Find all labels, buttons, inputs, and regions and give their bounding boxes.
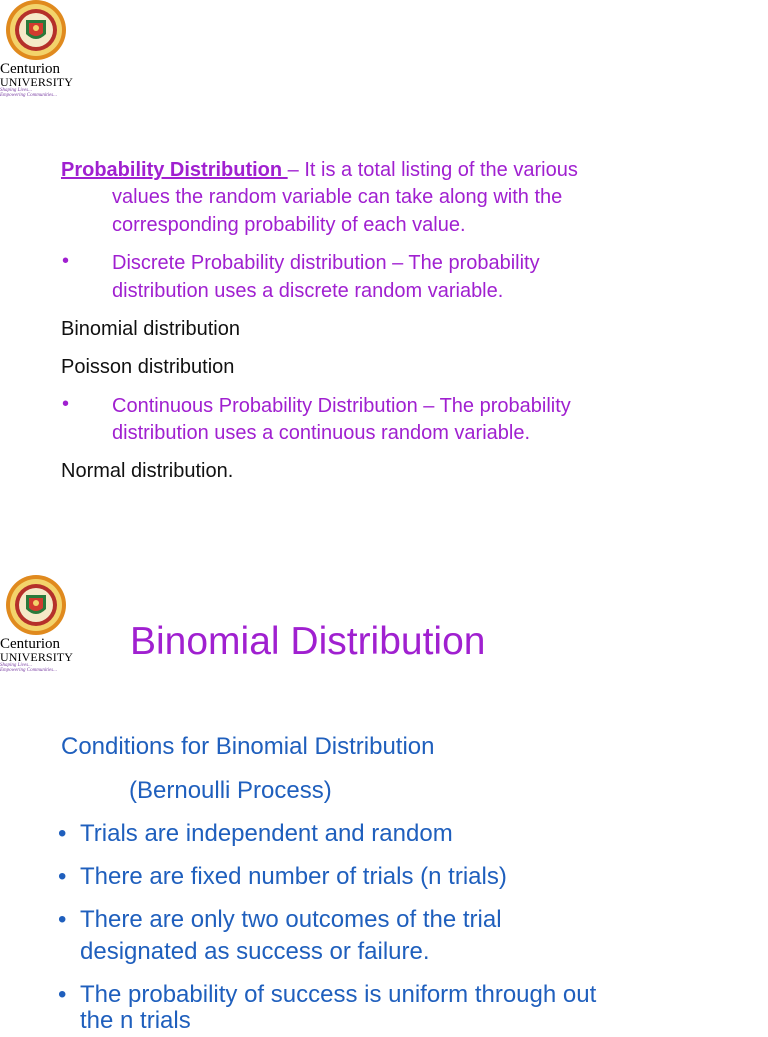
university-logo: [0, 575, 72, 681]
discrete-line2: distribution uses a discrete random variable.: [112, 280, 504, 302]
condition-bullet4-line1: The probability of success is uniform through out: [80, 981, 597, 1008]
seal-icon: [0, 0, 72, 62]
slide-binomial-distribution: [0, 565, 768, 1034]
logo-name-line2: UNIVERSITY: [0, 75, 73, 89]
discrete-line1: Discrete Probability distribution – The probability: [112, 252, 540, 274]
university-logo: [0, 0, 72, 106]
condition-bullet4-line2: the n trials: [80, 1007, 191, 1034]
definition-line1: [61, 156, 578, 184]
continuous-line2: distribution uses a continuous random variable.: [112, 422, 531, 444]
definition-line3: corresponding probability of each value.: [112, 214, 466, 236]
condition-bullet3-line1: There are only two outcomes of the trial: [80, 906, 502, 933]
definition-line2: values the random variable can take along with the: [112, 186, 563, 208]
conditions-heading: Conditions for Binomial Distribution: [61, 733, 435, 760]
definition-dash: –: [287, 159, 305, 181]
continuous-line1: Continuous Probability Distribution – The probability: [112, 395, 571, 417]
poisson-label: Poisson distribution: [61, 356, 235, 378]
binomial-label: Binomial distribution: [61, 318, 240, 340]
definition-heading: Probability Distribution: [61, 159, 288, 181]
logo-tagline1: Shaping Lives...: [0, 663, 32, 668]
normal-label: Normal distribution.: [61, 460, 234, 482]
definition-text1: It is a total listing of the various: [304, 159, 578, 181]
bullet-marker: •: [58, 863, 67, 890]
bullet-marker: •: [58, 981, 67, 1008]
bernoulli-subheading: (Bernoulli Process): [129, 777, 332, 804]
bullet-marker: •: [58, 906, 67, 933]
logo-name-line1: Centurion: [0, 61, 60, 77]
bullet-marker: •: [58, 820, 67, 847]
condition-bullet2: There are fixed number of trials (n trials): [80, 863, 507, 890]
bullet-marker: •: [62, 393, 70, 415]
condition-bullet1: Trials are independent and random: [80, 820, 453, 847]
logo-name-line2: UNIVERSITY: [0, 650, 73, 664]
logo-tagline2: Empowering Communities...: [0, 93, 57, 98]
condition-bullet3-line2: designated as success or failure.: [80, 938, 430, 965]
logo-tagline1: Shaping Lives...: [0, 88, 32, 93]
slide-title: Binomial Distribution: [130, 620, 486, 663]
logo-name-line1: Centurion: [0, 636, 60, 652]
seal-icon: [0, 575, 72, 637]
bullet-marker: •: [62, 250, 70, 272]
logo-tagline2: Empowering Communities...: [0, 668, 57, 673]
